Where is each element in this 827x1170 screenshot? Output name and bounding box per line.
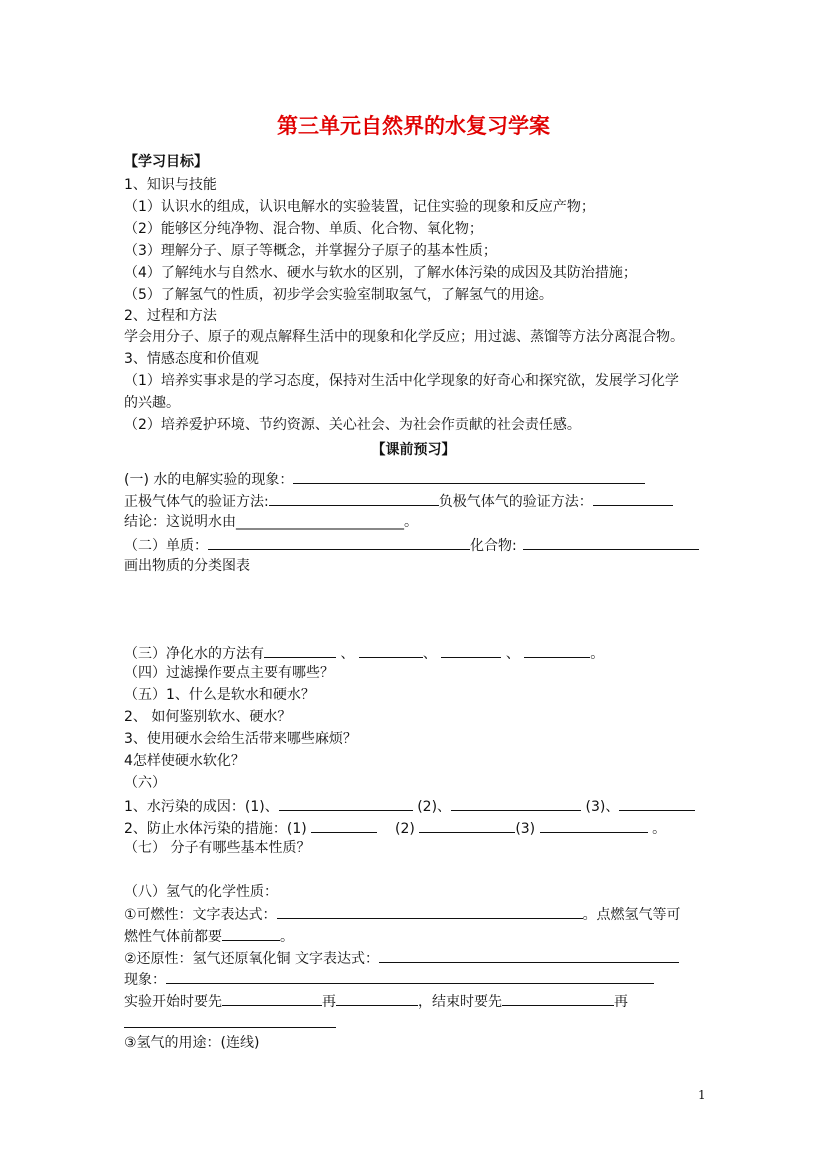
- q3-sep-3: 、: [505, 646, 520, 662]
- q5c-line: 3、使用硬水会给生活带来哪些麻烦？: [124, 731, 357, 747]
- q8c-label-2: 再: [322, 994, 336, 1010]
- objective-section-3: 3、情感态度和价值观: [124, 351, 259, 367]
- q1b-left-blank[interactable]: [269, 490, 439, 506]
- q5b-line: 2、 如何鉴别软水、硬水？: [124, 709, 292, 725]
- q8a-formula-blank[interactable]: [277, 903, 583, 919]
- q2-element-blank[interactable]: [208, 534, 470, 550]
- objective-item-2: （2）能够区分纯净物、混合物、单质、化合物、氧化物；: [124, 221, 483, 237]
- q1-row: [124, 468, 645, 490]
- q8b-row: [124, 947, 679, 969]
- q8c-row: [124, 990, 628, 1012]
- q8-line: （八）氢气的化学性质：: [124, 884, 278, 900]
- q3-blank-4[interactable]: [524, 642, 590, 658]
- q2-row: [124, 534, 699, 556]
- q6b-blank-3[interactable]: [540, 817, 648, 833]
- objective-section-2: 2、过程和方法: [124, 308, 217, 324]
- q6b-end: 。: [652, 821, 667, 837]
- q6a-row: [124, 795, 695, 817]
- q8b2-label: 现象：: [124, 972, 166, 988]
- objective-section-1: 1、知识与技能: [124, 177, 217, 193]
- objective-item-1: （1）认识水的组成，认识电解水的实验装置，记住实验的现象和反应产物；: [124, 199, 595, 215]
- q8d-line: ③氢气的用途：(连线): [124, 1035, 260, 1051]
- q3-blank-2[interactable]: [359, 642, 423, 658]
- q3-blank-1[interactable]: [264, 642, 336, 658]
- objective-attitude-1b: 的兴趣。: [124, 395, 180, 411]
- q7-line: （七） 分子有哪些基本性质？: [124, 840, 311, 856]
- q8a2-end: 。: [280, 929, 294, 945]
- q8c-blank-3[interactable]: [502, 990, 614, 1006]
- q6b-mark-3: (3): [515, 821, 536, 837]
- q8a-row: [124, 903, 681, 925]
- q3-end: 。: [590, 646, 605, 662]
- q8c-label-4: 再: [614, 994, 628, 1010]
- q3-blank-3[interactable]: [441, 642, 501, 658]
- q1b-right-label: 负极气体气的验证方法：: [438, 494, 593, 510]
- q2-right-label: 化合物:: [470, 538, 517, 554]
- q3-label: （三）净化水的方法有: [124, 646, 264, 662]
- page-number: 1: [698, 1088, 706, 1102]
- q6a-mark-3: (3)、: [585, 799, 620, 815]
- q1-label: (一) 水的电解实验的现象：: [124, 472, 294, 488]
- q6a-blank-1[interactable]: [279, 795, 413, 811]
- q2-compound-blank[interactable]: [523, 534, 699, 550]
- q6a-blank-2[interactable]: [451, 795, 581, 811]
- q6a-blank-3[interactable]: [619, 795, 695, 811]
- q8a2-blank[interactable]: [222, 925, 280, 941]
- q8a2-row: [124, 925, 294, 947]
- q8a2-label: 燃性气体前都要: [124, 929, 222, 945]
- q8c2-row: [124, 1012, 336, 1034]
- q8c-blank-4[interactable]: [124, 1012, 336, 1028]
- objective-item-5: （5）了解氢气的性质，初步学会实验室制取氢气，了解氢气的用途。: [124, 287, 553, 303]
- q4-line: （四）过滤操作要点主要有哪些？: [124, 665, 334, 681]
- q3-sep-1: 、: [340, 646, 355, 662]
- q8b-label: ②还原性：氢气还原氧化铜 文字表达式：: [124, 951, 379, 967]
- q8c-label-1: 实验开始时要先: [124, 994, 222, 1010]
- q3-sep-2: 、: [422, 646, 437, 662]
- objective-attitude-2: （2）培养爱护环境、节约资源、关心社会、为社会作贡献的社会责任感。: [124, 417, 581, 433]
- q2-left-label: （二）单质：: [124, 538, 208, 554]
- q6b-blank-2[interactable]: [419, 817, 515, 833]
- q8a-label: ①可燃性：文字表达式：: [124, 907, 277, 923]
- q1c-line: 结论：这说明水由________________________。: [124, 514, 418, 530]
- q6a-label: 1、水污染的成因：(1)、: [124, 799, 279, 815]
- objective-attitude-1a: （1）培养实事求是的学习态度，保持对生活中化学现象的好奇心和探究欲，发展学习化学: [124, 373, 679, 389]
- objective-item-3: （3）理解分子、原子等概念，并掌握分子原子的基本性质；: [124, 243, 497, 259]
- q1b-row: [124, 490, 673, 512]
- q6a-mark-2: (2)、: [417, 799, 452, 815]
- q1b-left-label: 正极气体气的验证方法:: [124, 494, 269, 510]
- preview-heading: 【课前预习】: [371, 442, 456, 458]
- q8c-label-3: ，结束时要先: [418, 994, 502, 1010]
- q6b-label: 2、防止水体污染的措施：(1): [124, 821, 307, 837]
- q6-line: （六）: [124, 775, 166, 791]
- document-title: 第三单元自然界的水复习学案: [277, 114, 550, 138]
- q3-row: [124, 642, 604, 664]
- q8c-blank-2[interactable]: [336, 990, 418, 1006]
- q5-line: （五）1、什么是软水和硬水？: [124, 687, 315, 703]
- q8b2-blank[interactable]: [166, 968, 654, 984]
- q8c-blank-1[interactable]: [222, 990, 322, 1006]
- q1-blank[interactable]: [293, 468, 645, 484]
- objective-item-4: （4）了解纯水与自然水、硬水与软水的区别，了解水体污染的成因及其防治措施；: [124, 265, 637, 281]
- objectives-heading: 【学习目标】: [124, 154, 208, 170]
- q6b-mark-2: (2): [395, 821, 415, 837]
- q6b-row: [124, 817, 666, 839]
- q5d-line: 4怎样使硬水软化？: [124, 753, 245, 769]
- q2b-line: 画出物质的分类图表: [124, 558, 250, 574]
- objective-process: 学会用分子、原子的观点解释生活中的现象和化学反应；用过滤、蒸馏等方法分离混合物。: [124, 329, 684, 345]
- q8a-tail: 。点燃氢气等可: [582, 907, 681, 923]
- q8b2-row: [124, 968, 654, 990]
- q8b-formula-blank[interactable]: [379, 947, 679, 963]
- q1b-right-blank[interactable]: [593, 490, 673, 506]
- q6b-blank-1[interactable]: [311, 817, 377, 833]
